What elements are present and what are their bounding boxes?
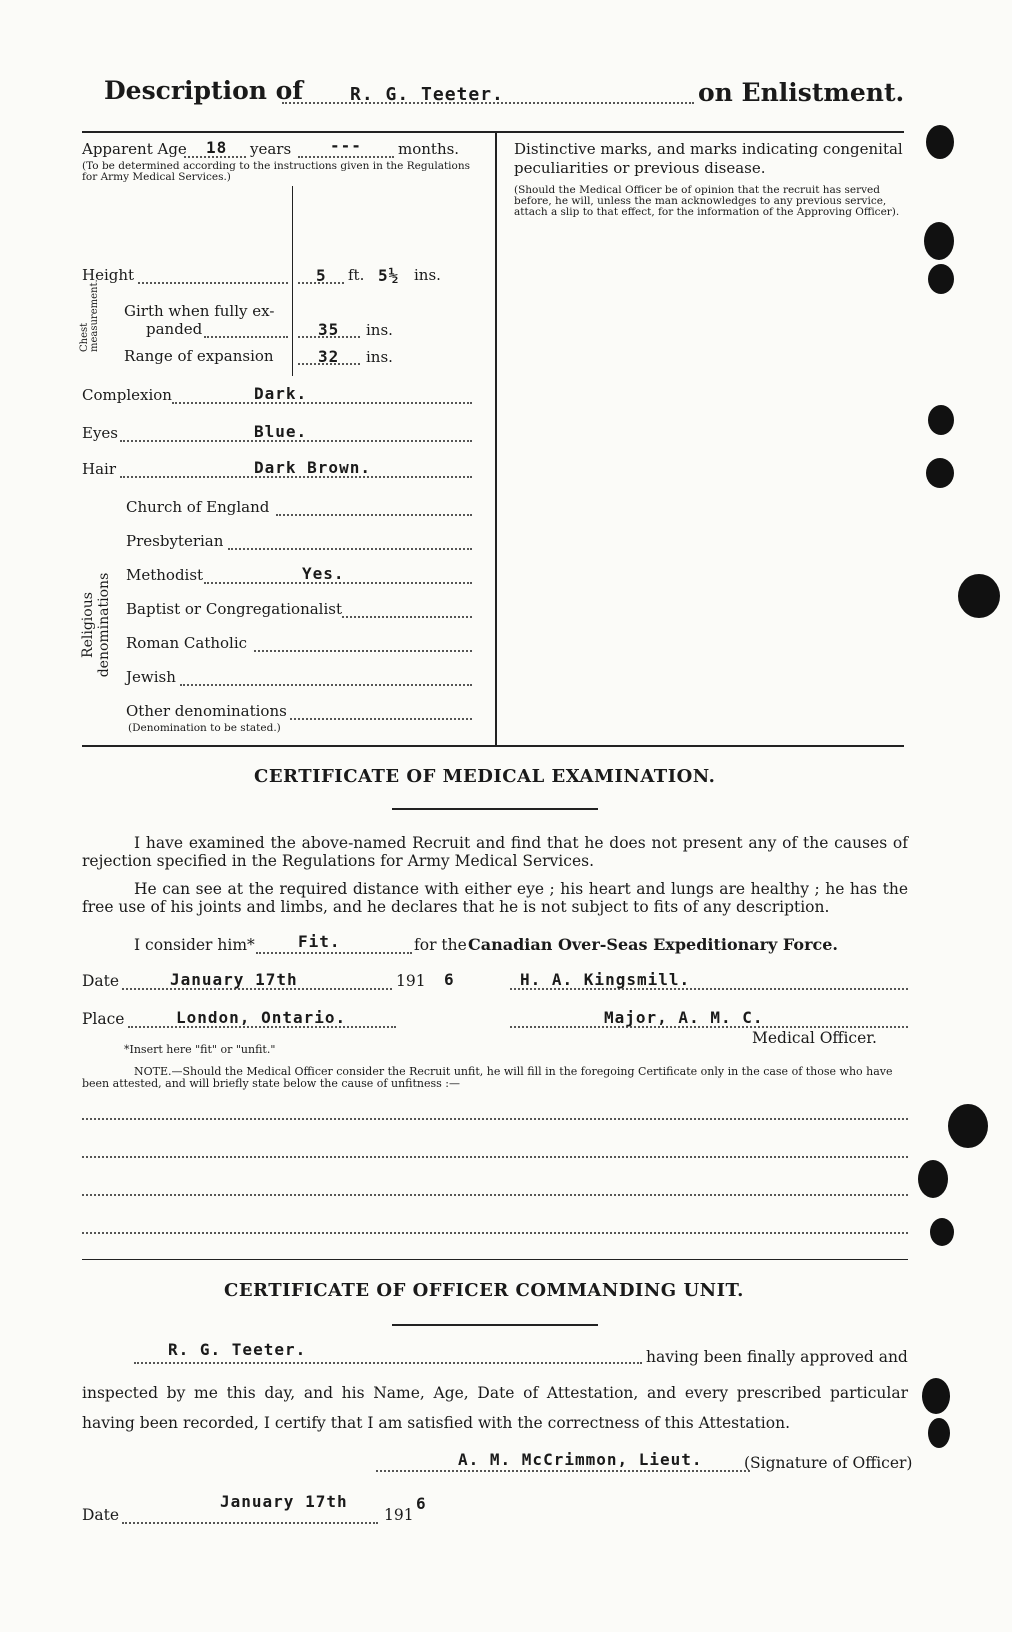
commanding-para: inspected by me this day, and his Name, Age, Date of Attestation, and every prescribed particular having been recorded, I certify that I am satisfied with the correctness of this Attestation.: [82, 1384, 908, 1432]
religion-line: [180, 684, 472, 686]
medical-para-2: He can see at the required distance with either eye ; his heart and lungs are healthy ; he has the free use of his joints and limbs, and he declares that he is not subject to fits of any description.: [82, 880, 908, 916]
punch-hole: [926, 125, 954, 159]
unfitness-line: [82, 1156, 908, 1158]
months-value: ---: [330, 136, 362, 155]
unfitness-line: [82, 1194, 908, 1196]
title-rule: [392, 1324, 598, 1326]
girth-line: [204, 336, 288, 338]
force-label: Canadian Over-Seas Expeditionary Force.: [468, 935, 838, 954]
height-label: Height: [82, 266, 135, 284]
punch-hole: [918, 1160, 948, 1198]
medical-title: CERTIFICATE OF MEDICAL EXAMINATION.: [254, 766, 716, 787]
signature-label: (Signature of Officer): [744, 1454, 913, 1472]
height-in-value: 5½: [378, 266, 400, 285]
religion-other-note: (Denomination to be stated.): [128, 722, 281, 734]
years-label: years: [250, 140, 292, 158]
girth-label-1: Girth when fully ex-: [124, 302, 275, 320]
insert-note: *Insert here "fit" or "unfit.": [124, 1043, 276, 1056]
medical-date-value: January 17th: [170, 970, 298, 989]
commanding-date-line: [122, 1522, 378, 1524]
commanding-date-label: Date: [82, 1506, 120, 1524]
girth-value: 35: [318, 320, 340, 339]
punch-hole: [928, 1418, 950, 1448]
value-divider: [292, 186, 293, 376]
girth-unit: ins.: [366, 321, 393, 339]
complexion-value: Dark.: [254, 384, 308, 403]
unfit-note: NOTE.—Should the Medical Officer consider the Recruit unfit, he will fill in the foregoing Certificate only in the case of those who have been attested, and will briefly state below the cause of unfitness :—: [82, 1065, 893, 1090]
girth-label-2: panded: [146, 320, 203, 338]
medical-date-label: Date: [82, 972, 120, 990]
hair-value: Dark Brown.: [254, 458, 371, 477]
section-rule: [82, 1259, 908, 1260]
place-label: Place: [82, 1010, 125, 1028]
age-note: (To be determined according to the instructions given in the Regulations for Army Medical Services.): [82, 160, 470, 183]
medical-officer-rank: Major, A. M. C.: [604, 1008, 764, 1027]
column-divider: [495, 131, 497, 747]
punch-hole: [926, 458, 954, 488]
religion-line: [254, 650, 472, 652]
place-value: London, Ontario.: [176, 1008, 347, 1027]
complexion-line: [172, 402, 472, 404]
religion-line: [290, 718, 472, 720]
commanding-title: CERTIFICATE OF OFFICER COMMANDING UNIT.: [224, 1280, 744, 1301]
punch-hole: [924, 222, 954, 260]
consider-label: I consider him*: [134, 936, 255, 954]
height-line: [138, 282, 288, 284]
eyes-value: Blue.: [254, 422, 308, 441]
medical-year-prefix: 191: [396, 972, 426, 990]
religion-church-of-england: Church of England: [126, 498, 270, 516]
unfitness-line: [82, 1118, 908, 1120]
officer-signature-line: [376, 1470, 750, 1472]
marks-title: Distinctive marks, and marks indicating congenital peculiarities or previous disease.: [514, 140, 903, 177]
unfitness-line: [82, 1232, 908, 1234]
title-rule: [392, 808, 598, 810]
religion-line: [228, 548, 472, 550]
header-prefix: Description of: [104, 76, 304, 105]
religion-label: Religious denominations: [80, 572, 112, 678]
recruit-name-line: [134, 1362, 642, 1364]
punch-hole: [948, 1104, 988, 1148]
chest-label: Chest measurement.: [79, 279, 100, 352]
range-label: Range of expansion: [124, 347, 274, 365]
months-line: [298, 156, 394, 158]
age-value: 18: [206, 138, 228, 157]
complexion-label: Complexion: [82, 386, 172, 404]
punch-hole: [958, 574, 1000, 618]
section-rule: [82, 745, 904, 747]
punch-hole: [930, 1218, 954, 1246]
marks-note: (Should the Medical Officer be of opinion that the recruit has served before, he will, unless the man acknowledges to any previous service, attach a slip to that effect, for the information of the Approving Officer).: [514, 184, 900, 218]
religion-other: Other denominations: [126, 702, 287, 720]
religion-presbyterian: Presbyterian: [126, 532, 224, 550]
hair-label: Hair: [82, 460, 116, 478]
religion-baptist: Baptist or Congregationalist: [126, 600, 342, 618]
top-rule: [82, 131, 904, 133]
religion-roman-catholic: Roman Catholic: [126, 634, 248, 652]
eyes-label: Eyes: [82, 424, 118, 442]
recruit-name: R. G. Teeter.: [350, 84, 504, 105]
punch-hole: [928, 405, 954, 435]
approved-label: having been finally approved and: [646, 1348, 908, 1366]
apparent-age-label: Apparent Age: [82, 140, 187, 158]
fit-line: [256, 952, 412, 954]
range-unit: ins.: [366, 348, 393, 366]
commanding-officer-signature: A. M. McCrimmon, Lieut.: [458, 1450, 703, 1469]
ft-label: ft.: [348, 266, 365, 284]
commanding-year-value: 6: [416, 1494, 427, 1513]
medical-year-value: 6: [444, 970, 455, 989]
commanding-year-prefix: 191: [384, 1506, 414, 1524]
religion-jewish: Jewish: [126, 668, 176, 686]
religion-line: [276, 514, 472, 516]
header-suffix: on Enlistment.: [698, 78, 905, 107]
height-ft-value: 5: [316, 266, 327, 285]
commanding-recruit-name: R. G. Teeter.: [168, 1340, 307, 1359]
religion-methodist: Methodist: [126, 566, 204, 584]
height-ins-label: ins.: [414, 266, 441, 284]
medical-para-1: I have examined the above-named Recruit and find that he does not present any of the causes of rejection specified in the Regulations for Army Medical Services.: [82, 834, 908, 870]
range-value: 32: [318, 347, 340, 366]
religion-line: [342, 616, 472, 618]
months-label: months.: [398, 140, 460, 158]
commanding-date-value: January 17th: [220, 1492, 348, 1511]
methodist-value: Yes.: [302, 564, 345, 583]
for-label: for the: [414, 936, 467, 954]
medical-officer-title: Medical Officer.: [752, 1029, 877, 1047]
medical-officer-signature: H. A. Kingsmill.: [520, 970, 691, 989]
punch-hole: [922, 1378, 950, 1414]
fit-value: Fit.: [298, 932, 341, 951]
punch-hole: [928, 264, 954, 294]
